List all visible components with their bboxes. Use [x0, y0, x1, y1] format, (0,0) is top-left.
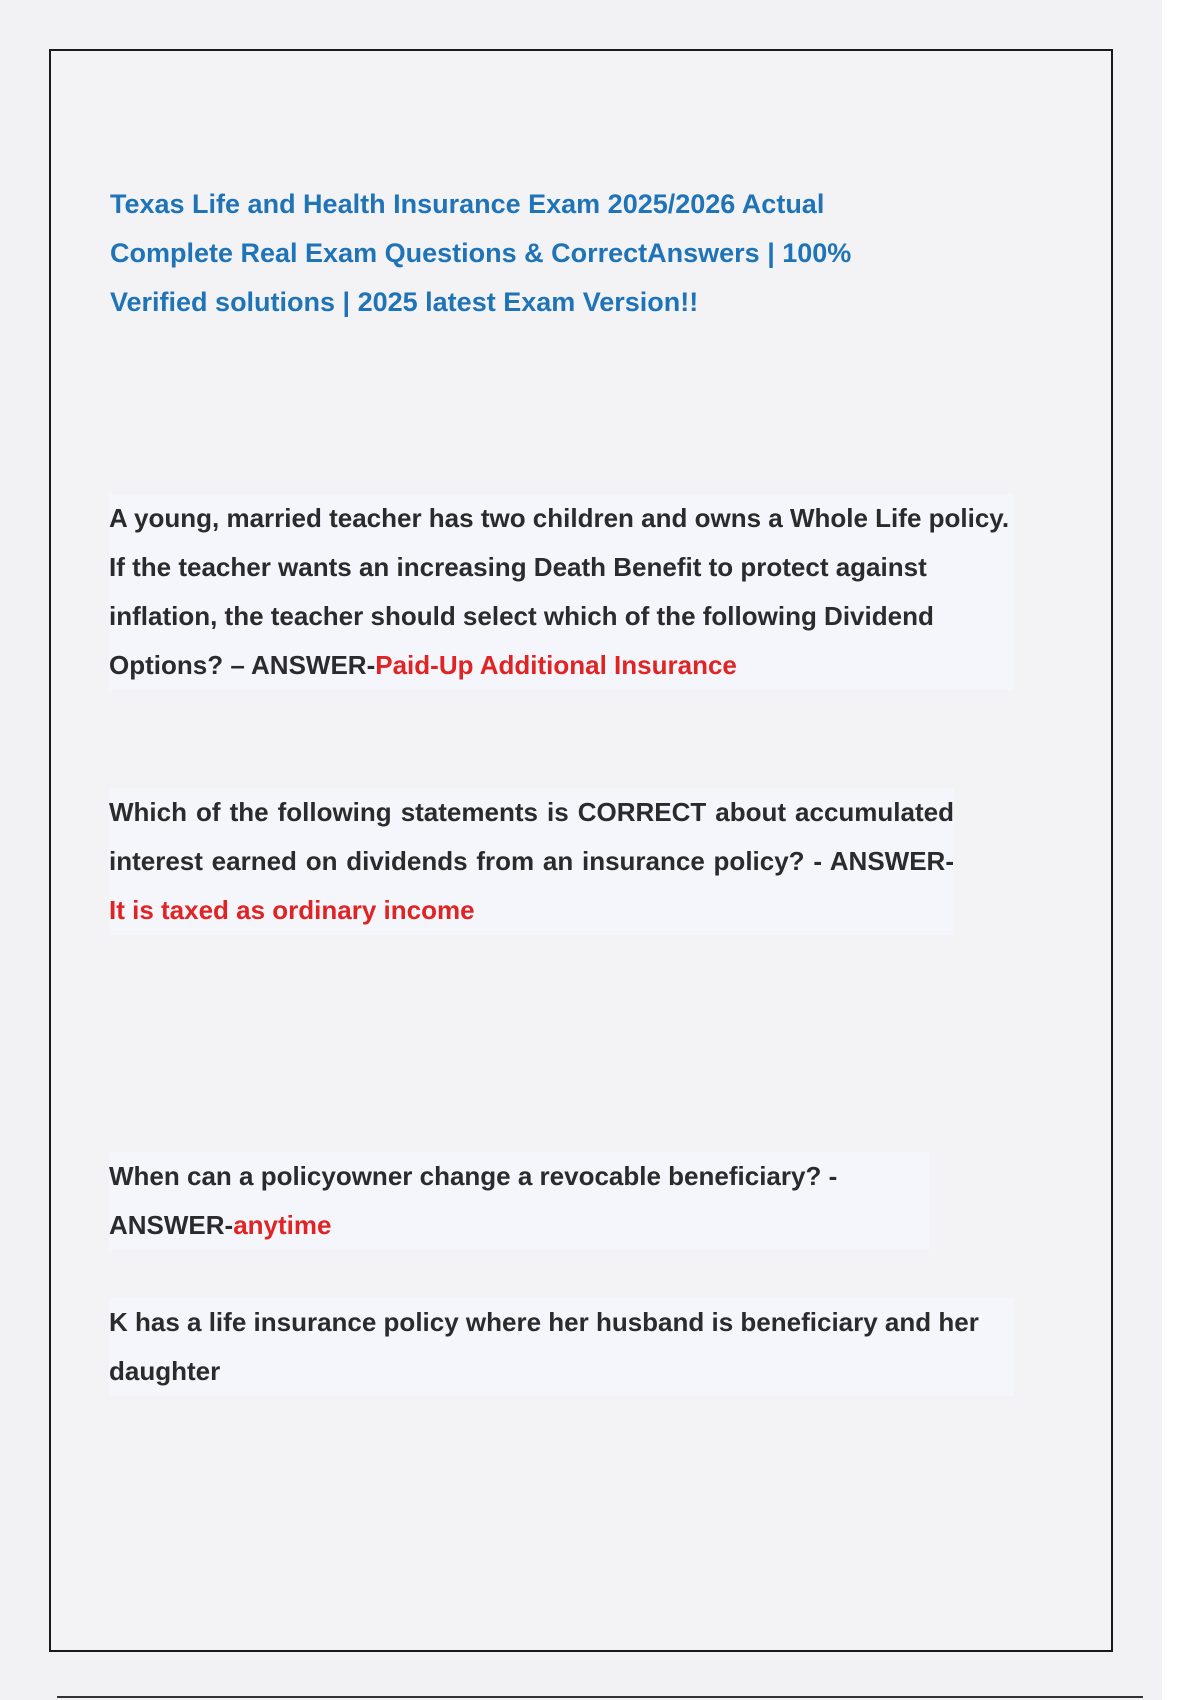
qa-item-1	[109, 494, 1014, 690]
document-title: Texas Life and Health Insurance Exam 2025/2026 Actual Complete Real Exam Questions & CorrectAnswers | 100% Verified solutions | 2025 latest Exam Version!!	[110, 189, 852, 317]
qa-item-2	[109, 788, 954, 935]
answer-text: Paid-Up Additional Insurance	[375, 650, 737, 680]
answer-text: anytime	[233, 1210, 332, 1240]
answer-text: It is taxed as ordinary income	[109, 895, 475, 925]
question-text: Which of the following statements is CORRECT about accumulated interest earned on dividends from an insurance policy? - ANSWER-	[109, 797, 954, 876]
question-text: When can a policyowner change a revocable beneficiary? - ANSWER-	[109, 1161, 838, 1240]
question-text: K has a life insurance policy where her husband is beneficiary and her daughter	[109, 1307, 979, 1386]
next-page-divider	[57, 1696, 1143, 1698]
qa-item-3	[109, 1152, 929, 1250]
qa-item-4	[109, 1298, 1014, 1396]
question-text: A young, married teacher has two children and owns a Whole Life policy. If the teacher wants an increasing Death Benefit to protect against inflation, the teacher should select which of the following Dividend Options? – ANSWER-	[109, 503, 1010, 680]
